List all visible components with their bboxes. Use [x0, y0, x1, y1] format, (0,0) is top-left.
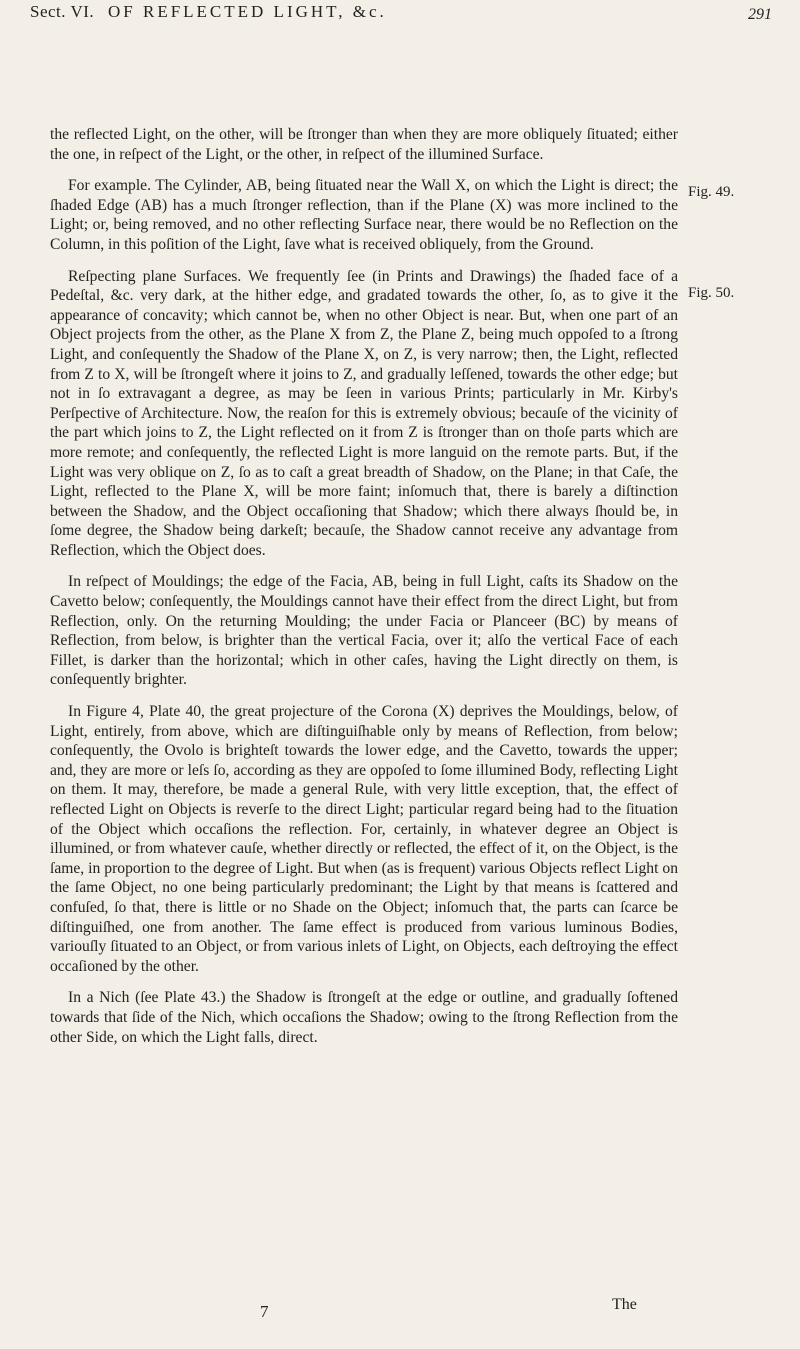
catchword: The: [612, 1296, 637, 1313]
paragraph-plane-surfaces: Reſpecting plane Surfaces. We frequently ſee (in Prints and Drawings) the ſhaded face of a Pedeſtal, &c. very dark, at the hither edge, and gradated towards the other, ſo, as to give it the appearance of concavity; which cannot be, when no other Object is near. But, when one part of an Object projects from the other, as the Plane X from Z, the Plane Z, being much oppoſed to a ſtrong Light, and conſequently the Shadow of the Plane X, on Z, is very narrow; then, the Light, reflected from Z to X, will be ſtrongeſt where it joins to Z, and gradually leſſened, towards the other edge; but not in ſo extravagant a degree, as may be ſeen in various Prints; particularly in Mr. Kirby's Perſpective of Architecture. Now, the reaſon for this is extremely obvious; becauſe of the vicinity of the part which joins to Z, the Light reflected on it from Z is ſtronger than on thoſe parts which are more remote; and conſequently, the reflected Light is more languid on the remote parts. But, if the Light was very oblique on Z, ſo as to caſt a great breadth of Shadow, on the Plane; in that Caſe, the Light, reflected to the Plane X, will be more faint; inſomuch that, there is barely a diſtinction between the Shadow, and the Object occaſioning that Shadow; which there always ſhould be, in ſome degree, the Shadow being darkeſt; becauſe, the Shadow cannot receive any advantage from Reflection, which the Object does.: [50, 267, 678, 559]
margin-note-fig-50: Fig. 50.: [688, 285, 735, 301]
section-label: Sect. VI.: [30, 2, 95, 21]
signature-mark: 7: [260, 1302, 269, 1321]
paragraph-continuation: the reflected Light, on the other, will be ſtronger than when they are more obliquely ſituated; either the one, in reſpect of the Light, or the other, in reſpect of the illumined Surface.: [50, 126, 678, 163]
margin-note-fig-49: Fig. 49.: [688, 184, 735, 200]
paragraph-mouldings: In reſpect of Mouldings; the edge of the Facia, AB, being in full Light, caſts its Shadow on the Cavetto below; conſequently, the Mouldings cannot have their effect from the direct Light, but from Reflection, only. On the returning Moulding; the under Facia or Planceer (BC) by means of Reflection, from below, is brighter than the vertical Facia, over it; alſo the vertical Face of each Fillet, is darker than the horizontal; which in other caſes, having the Light directly on them, is conſequently brighter.: [50, 573, 678, 689]
running-title: OF REFLECTED LIGHT, &c.: [108, 2, 387, 21]
paragraph-cylinder-example: For example. The Cylinder, AB, being ſituated near the Wall X, on which the Light is direct; the ſhaded Edge (AB) has a much ſtronger reflection, than if the Plane (X) was more inclined to the Light; or, being removed, and no other reflecting Surface near, there would be no Reflection on the Column, in this poſition of the Light, ſave what is received obliquely, from the Ground.: [50, 177, 678, 253]
paragraph-nich: In a Nich (ſee Plate 43.) the Shadow is ſtrongeſt at the edge or outline, and gradually ſoftened towards that ſide of the Nich, which occaſions the Shadow; owing to the ſtrong Reflection from the other Side, on which the Light falls, direct.: [50, 989, 678, 1046]
body-text: [50, 125, 678, 1059]
page-number: 291: [748, 6, 772, 23]
running-header: [30, 2, 772, 42]
paragraph-corona: In Figure 4, Plate 40, the great projecture of the Corona (X) deprives the Mouldings, below, of Light, entirely, from above, which are diſtinguiſhable only by means of Reflection, from below; conſequently, the Ovolo is brighteſt towards the lower edge, and the Cavetto, towards the upper; and, they are more or leſs ſo, according as they are oppoſed to ſome illumined Body, reflecting Light on them. It may, therefore, be made a general Rule, with very little exception, that, the effect of reflected Light on Objects is reverſe to the direct Light; particular regard being had to the ſituation of the Object which occaſions the reflection. For, certainly, in whatever degree an Object is illumined, or from whatever cauſe, whether directly or reflected, the effect of it, on the Object, is the ſame, in proportion to the degree of Light. But when (as is frequent) various Objects reflect Light on the ſame Object, no one being particularly predominant; the Light by that means is ſcattered and confuſed, ſo that, there is little or no Shade on the Object; inſomuch that, the parts can ſcarce be diſtinguiſhed, one from another. The ſame effect is produced from various luminous Bodies, variouſly ſituated to an Object, or from various inlets of Light, on Objects, each deſtroying the effect occaſioned by the other.: [50, 703, 678, 975]
